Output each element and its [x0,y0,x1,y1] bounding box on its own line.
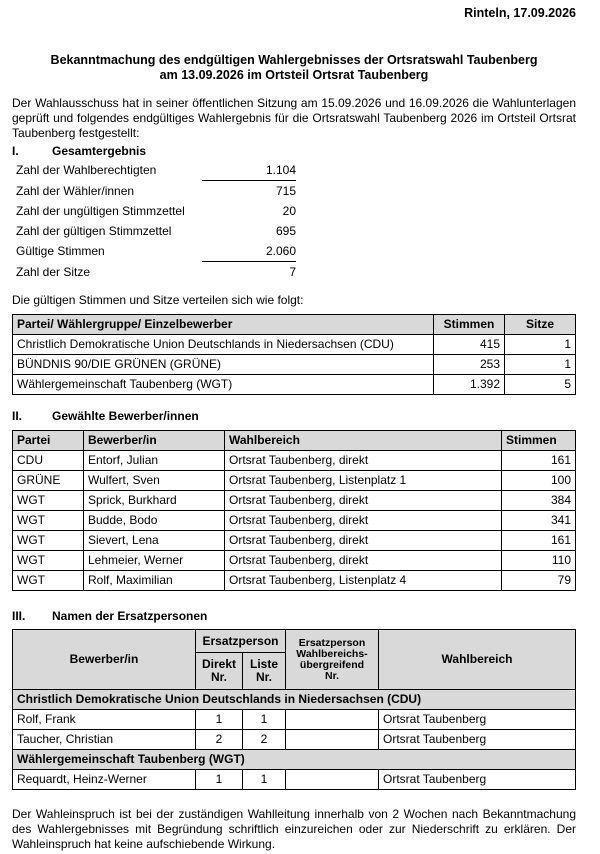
summary-row [16,262,296,283]
distribution-row [13,335,576,355]
elected-votes: 161 [502,451,576,471]
summary-label: Gültige Stimmen [16,244,105,259]
elected-row [13,531,576,551]
distribution-row [13,355,576,375]
elected-district: Ortsrat Taubenberg, direkt [225,511,502,531]
elected-votes: 341 [502,511,576,531]
elected-candidate: Lehmeier, Werner [84,551,225,571]
substitutes-group-row [13,750,576,770]
substitute-uebergreifend [286,710,379,730]
elected-table [12,430,576,591]
party-name: Wählergemeinschaft Taubenberg (WGT) [13,375,434,395]
substitute-district: Ortsrat Taubenberg [379,770,576,790]
liste-line-1: Liste [249,657,278,671]
elected-row [13,551,576,571]
summary-value: 715 [275,183,296,198]
col-header-district: Wahlbereich [225,431,502,451]
summary-label: Zahl der Wähler/innen [16,183,135,198]
substitutes-table [12,629,576,790]
elected-party: CDU [13,451,84,471]
summary-row [16,181,296,202]
elected-party: WGT [13,491,84,511]
party-seats: 1 [505,335,576,355]
uebergreifend-line-2: Wahlbereichs- [296,647,368,660]
substitute-direkt: 2 [196,730,243,750]
substitute-uebergreifend [286,730,379,750]
summary-value: 2.060 [202,241,296,262]
summary-value: 7 [289,264,296,279]
title-line-2: am 13.09.2026 im Ortsteil Ortsrat Taubenberg [159,68,429,82]
section-1-number: I. [12,144,19,158]
document-date: Rinteln, 17.09.2026 [464,6,576,20]
substitutes-row [13,710,576,730]
uebergreifend-line-4: Nr. [324,669,339,682]
substitutes-row [13,770,576,790]
distribution-text: Die gültigen Stimmen und Sitze verteilen sich wie folgt: [12,293,304,307]
summary-row [16,160,296,181]
section-1-title: Gesamtergebnis [52,144,147,158]
group-name: Wählergemeinschaft Taubenberg (WGT) [13,750,576,770]
group-name: Christlich Demokratische Union Deutschlands in Niedersachsen (CDU) [13,690,576,710]
col-header-liste [243,653,286,690]
distribution-header-row [13,315,576,335]
elected-votes: 161 [502,531,576,551]
elected-row [13,471,576,491]
section-2-heading [12,409,199,423]
substitute-direkt: 1 [196,710,243,730]
substitute-liste: 1 [243,770,286,790]
elected-row [13,571,576,591]
elected-party: WGT [13,551,84,571]
elected-votes: 384 [502,491,576,511]
uebergreifend-line-1: Ersatzperson [298,636,366,649]
col-header-party: Partei/ Wählergruppe/ Einzelbewerber [13,315,434,335]
col-header-candidate: Bewerber/in [84,431,225,451]
uebergreifend-line-3: übergreifend [299,658,365,671]
summary-row [16,201,296,221]
elected-district: Ortsrat Taubenberg, direkt [225,551,502,571]
elected-candidate: Entorf, Julian [84,451,225,471]
party-name: BÜNDNIS 90/DIE GRÜNEN (GRÜNE) [13,355,434,375]
substitutes-header-row-1 [13,630,576,653]
summary-label: Zahl der Sitze [16,264,91,279]
substitute-liste: 1 [243,710,286,730]
elected-votes: 79 [502,571,576,591]
substitute-candidate: Rolf, Frank [13,710,196,730]
substitutes-group-row [13,690,576,710]
col-header-seats: Sitze [505,315,576,335]
elected-district: Ortsrat Taubenberg, direkt [225,451,502,471]
col-header-votes: Stimmen [502,431,576,451]
party-votes: 415 [434,335,505,355]
summary-row [16,221,296,241]
title-line-1: Bekanntmachung des endgültigen Wahlergebnisses der Ortsratswahl Taubenberg [50,53,538,67]
summary-label: Zahl der Wahlberechtigten [16,163,157,178]
substitute-uebergreifend [286,770,379,790]
section-3-number: III. [12,609,26,623]
elected-candidate: Sievert, Lena [84,531,225,551]
substitute-district: Ortsrat Taubenberg [379,710,576,730]
summary-label: Zahl der ungültigen Stimmzettel [16,203,185,218]
col-header-candidate: Bewerber/in [13,630,196,690]
elected-candidate: Sprick, Burkhard [84,491,225,511]
summary-value: 695 [275,223,296,238]
direkt-line-2: Nr. [210,670,227,684]
col-header-ersatzperson: Ersatzperson [196,630,286,653]
substitutes-row [13,730,576,750]
elected-party: WGT [13,531,84,551]
col-header-uebergreifend [286,630,379,690]
party-seats: 5 [505,375,576,395]
elected-row [13,451,576,471]
substitute-candidate: Requardt, Heinz-Werner [13,770,196,790]
summary-value: 20 [282,203,296,218]
section-2-number: II. [12,409,23,423]
distribution-table [12,314,576,395]
elected-district: Ortsrat Taubenberg, direkt [225,491,502,511]
party-name: Christlich Demokratische Union Deutschlands in Niedersachsen (CDU) [13,335,434,355]
substitute-direkt: 1 [196,770,243,790]
party-votes: 1.392 [434,375,505,395]
distribution-row [13,375,576,395]
substitute-district: Ortsrat Taubenberg [379,730,576,750]
intro-paragraph: Der Wahlausschuss hat in seiner öffentlichen Sitzung am 15.09.2026 und 16.09.2026 die Wahlunterlagen geprüft und folgendes endgültiges Wahlergebnis für die Ortsratswahl Taubenberg 2026 im Ortsteil Ortsrat Taubenberg festgestellt: [12,96,576,140]
section-3-title: Namen der Ersatzpersonen [52,609,208,623]
elected-party: GRÜNE [13,471,84,491]
elected-row [13,491,576,511]
col-header-votes: Stimmen [434,315,505,335]
elected-district: Ortsrat Taubenberg, Listenplatz 4 [225,571,502,591]
elected-header-row [13,431,576,451]
substitute-liste: 2 [243,730,286,750]
substitute-candidate: Taucher, Christian [13,730,196,750]
elected-candidate: Rolf, Maximilian [84,571,225,591]
col-header-party: Partei [13,431,84,451]
summary-label: Zahl der gültigen Stimmzettel [16,223,172,238]
direkt-line-1: Direkt [201,657,236,671]
document-title [12,53,576,83]
elected-candidate: Wulfert, Sven [84,471,225,491]
elected-votes: 100 [502,471,576,491]
elected-party: WGT [13,511,84,531]
elected-district: Ortsrat Taubenberg, Listenplatz 1 [225,471,502,491]
summary-table [16,160,296,282]
col-header-district: Wahlbereich [379,630,576,690]
summary-row [16,241,296,262]
elected-row [13,511,576,531]
section-3-heading [12,609,207,623]
appeal-notice: Der Wahleinspruch ist bei der zuständigen Wahlleitung innerhalb von 2 Wochen nach Bekanntmachung des Wahlergebnisses mit Begründung schriftlich einzureichen oder zur Niederschrift zu erklären. Der Wahleinspruch hat keine aufschiebende Wirkung. [12,807,576,851]
elected-votes: 110 [502,551,576,571]
col-header-direkt [196,653,243,690]
party-votes: 253 [434,355,505,375]
party-seats: 1 [505,355,576,375]
section-2-title: Gewählte Bewerber/innen [52,409,199,423]
elected-party: WGT [13,571,84,591]
section-1-heading [12,144,146,158]
summary-value: 1.104 [202,160,296,181]
liste-line-2: Nr. [255,670,272,684]
elected-candidate: Budde, Bodo [84,511,225,531]
elected-district: Ortsrat Taubenberg, direkt [225,531,502,551]
